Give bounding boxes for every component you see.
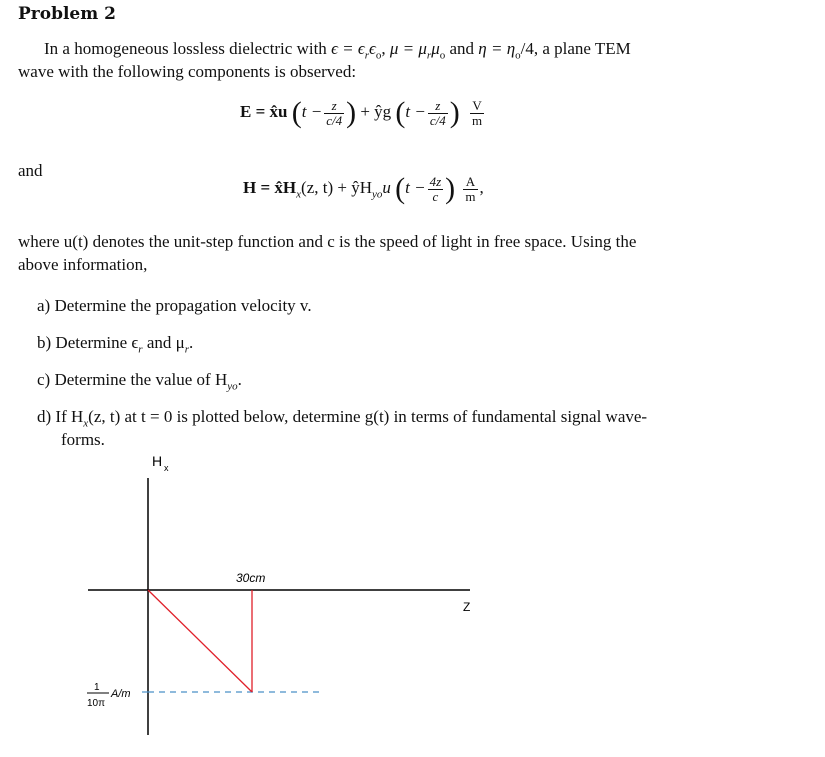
- paren-close: ): [346, 96, 357, 129]
- frac-num-2: z: [428, 99, 448, 114]
- unit-den: m: [472, 112, 483, 128]
- and-label: and: [18, 161, 43, 180]
- y-axis-sub: x: [164, 463, 169, 473]
- question-b-sub-2: r: [184, 343, 190, 356]
- frac-num-3: 4z: [429, 173, 442, 189]
- marker-label: 30cm: [236, 571, 266, 585]
- sub-o: o: [375, 49, 382, 62]
- y-axis-label: H: [152, 453, 163, 469]
- mu-definition: μ = μ: [389, 39, 427, 58]
- paren-open-2: (: [395, 96, 406, 129]
- question-d-text: d) If H: [37, 407, 84, 426]
- level-denominator: 10π: [87, 698, 106, 709]
- sub-r: r: [364, 49, 370, 62]
- where-line-2: above information,: [18, 255, 148, 274]
- eps0: ϵ: [369, 39, 376, 58]
- frac-num: z: [324, 99, 344, 114]
- and-text: and: [445, 39, 479, 58]
- eq-h-lhs: H = x̂H: [243, 177, 297, 197]
- question-c-sub: yo: [227, 380, 238, 393]
- waveform-ramp: [148, 590, 252, 692]
- intro-text: In a homogeneous lossless dielectric with: [44, 39, 332, 58]
- eq-h-tail: ,: [479, 177, 484, 197]
- question-c-text: c) Determine the value of H: [37, 370, 228, 389]
- mu0: μ: [431, 39, 440, 58]
- eq-h-args: (z, t) + ŷH: [301, 177, 372, 197]
- question-c-end: .: [237, 370, 242, 389]
- paren-close-2: ): [449, 96, 460, 129]
- level-numerator: 1: [94, 682, 100, 693]
- x-axis-label: Z: [463, 600, 471, 614]
- unit-num-2: A: [463, 175, 477, 190]
- sub-o-2: o: [439, 49, 446, 62]
- eps-definition: ϵ = ϵ: [331, 39, 365, 58]
- question-d-sub: x: [83, 417, 89, 430]
- frac-den-2: c/4: [429, 112, 446, 128]
- paren-open: (: [291, 96, 302, 129]
- problem-title: Problem 2: [18, 4, 116, 24]
- eq-e-mid: + ŷg: [360, 101, 392, 121]
- unit-num: V: [470, 99, 484, 114]
- level-unit: A/m: [111, 688, 131, 700]
- intro-line-2: wave with the following components is observed:: [18, 62, 357, 81]
- sub-r-2: r: [426, 49, 432, 62]
- frac-den-3: c: [432, 188, 439, 204]
- question-d-rest: (z, t) at t = 0 is plotted below, determine g(t) in terms of fundamental signal wave-: [88, 407, 648, 426]
- question-a: a) Determine the propagation velocity v.: [37, 296, 312, 315]
- eq-h-u: u: [382, 177, 391, 197]
- question-b-text: b) Determine ϵ: [37, 333, 139, 352]
- eq-e-t2: t −: [405, 101, 426, 121]
- question-d-line-2: forms.: [61, 430, 105, 449]
- eq-e-lhs: E = x̂u: [240, 101, 288, 121]
- eq-h-t: t −: [405, 177, 426, 197]
- unit-den-2: m: [465, 188, 476, 204]
- comma: ,: [381, 39, 390, 58]
- question-b-sub: r: [138, 343, 143, 356]
- eta-tail: /4, a plane TEM: [520, 39, 631, 58]
- eq-e-t1: t −: [301, 101, 323, 121]
- where-line-1: where u(t) denotes the unit-step function and c is the speed of light in free space. Using the: [18, 232, 637, 251]
- paren-open-3: (: [395, 172, 406, 205]
- eq-h-sub-yo: yo: [372, 188, 383, 201]
- sub-o-3: o: [515, 49, 521, 62]
- eq-h-sub-x: x: [296, 188, 302, 201]
- paren-close-3: ): [445, 172, 456, 205]
- eta-definition: η = η: [478, 39, 516, 58]
- question-b-end: .: [189, 333, 194, 352]
- question-b-and: and μ: [142, 333, 185, 352]
- frac-den: c/4: [326, 112, 343, 128]
